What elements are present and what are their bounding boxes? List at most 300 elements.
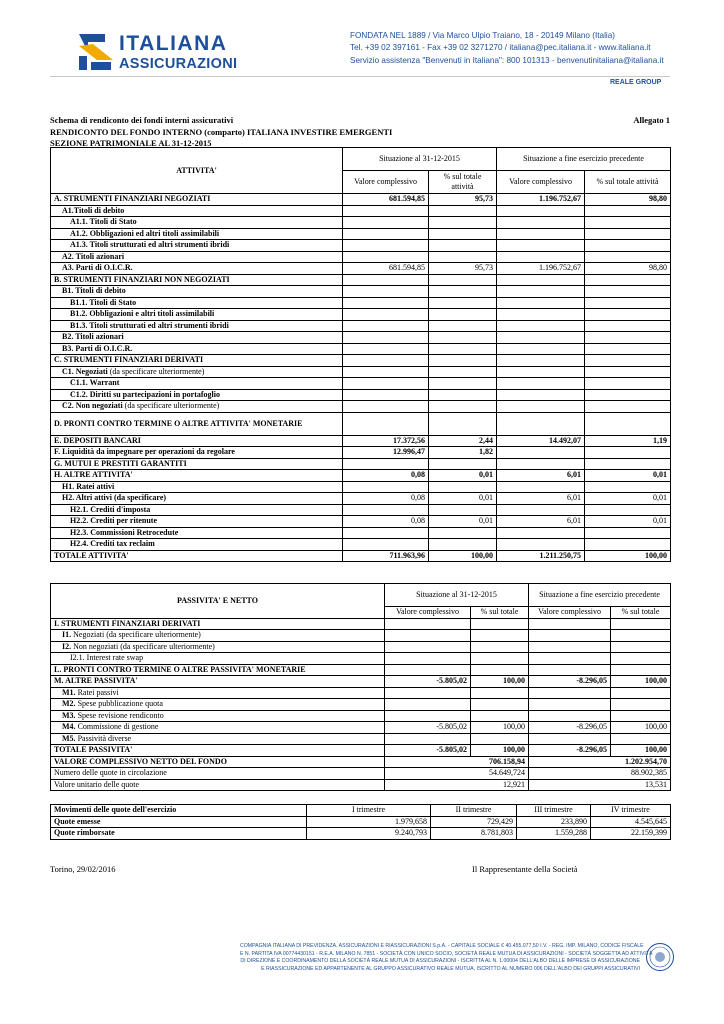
row-label — [51, 710, 385, 722]
row-label-note: Non negoziati (da specificare ulteriormente) — [71, 641, 215, 651]
value-previous: 14.492,07 — [497, 435, 585, 447]
value-current — [343, 205, 429, 217]
row-label-text: C. STRUMENTI FINANZIARI DERIVATI — [54, 355, 204, 365]
value-current — [343, 366, 429, 378]
percent-current — [429, 481, 497, 493]
row-label-note: Spese pubblicazione quota — [75, 699, 163, 709]
row-label-text: B2. Titoli azionari — [62, 332, 124, 342]
row-label-note: Passività diverse — [75, 733, 132, 743]
row-label-text: B1.3. Titoli strutturati ed altri strumenti ibridi — [70, 320, 229, 330]
passivita-row — [51, 630, 671, 642]
percent-previous — [585, 274, 671, 286]
movimenti-label: Quote emesse — [51, 816, 307, 828]
percent-previous — [611, 687, 671, 699]
row-label-text: I1. — [62, 630, 72, 640]
summary-value-previous: 1.202.954,70 — [529, 756, 671, 768]
attivita-head-label: ATTIVITA' — [51, 148, 343, 194]
value-current — [385, 641, 471, 653]
value-previous — [529, 699, 611, 711]
movimenti-value-q1: 9.240,793 — [307, 828, 431, 840]
percent-previous — [585, 297, 671, 309]
attivita-table — [50, 147, 671, 562]
row-label-note: Commissione di gestione — [75, 722, 159, 732]
value-current: 0,08 — [343, 470, 429, 482]
row-label-text: M. ALTRE PASSIVITA' — [54, 676, 138, 686]
row-label-text: F. Liquidità da impegnare per operazioni da regolare — [54, 447, 235, 457]
logo-text-bottom: ASSICURAZIONI — [119, 56, 238, 72]
row-label — [51, 504, 343, 516]
attivita-sub-value-prev: Valore complessivo — [497, 171, 585, 194]
value-previous — [497, 320, 585, 332]
percent-current — [471, 641, 529, 653]
row-label — [51, 320, 343, 332]
row-label-text: A1.3. Titoli strutturati ed altri strumenti ibridi — [70, 240, 230, 250]
row-label-text: A3. Parti di O.I.C.R. — [62, 263, 133, 273]
passivita-summary — [51, 756, 671, 791]
percent-previous: 100,00 — [611, 676, 671, 688]
row-label — [51, 332, 343, 344]
attivita-sub-value: Valore complessivo — [343, 171, 429, 194]
attivita-sub-percent-prev: % sul totale attività — [585, 171, 671, 194]
value-current: -5.805,02 — [385, 676, 471, 688]
attivita-row — [51, 274, 671, 286]
row-label — [51, 228, 343, 240]
value-current — [343, 389, 429, 401]
row-label — [51, 435, 343, 447]
attivita-row — [51, 504, 671, 516]
value-previous: -8.296,05 — [529, 722, 611, 734]
movimenti-table — [50, 804, 671, 840]
percent-current — [471, 710, 529, 722]
row-label-text: M1. — [62, 687, 76, 697]
row-label — [51, 630, 385, 642]
allegato-label: Allegato 1 — [633, 115, 670, 125]
summary-value-previous: 13,531 — [529, 779, 671, 791]
row-label — [51, 286, 343, 298]
row-label — [51, 205, 343, 217]
passivita-row — [51, 699, 671, 711]
value-current — [343, 481, 429, 493]
percent-previous: 98,80 — [585, 194, 671, 206]
percent-current: 0,01 — [429, 516, 497, 528]
percent-current — [471, 653, 529, 665]
row-label-text: H2.1. Crediti d'imposta — [70, 504, 151, 514]
movimenti-rows — [51, 816, 671, 839]
movimenti-head-label: Movimenti delle quote dell'esercizio — [51, 805, 307, 817]
movimenti-row — [51, 828, 671, 840]
value-previous — [497, 389, 585, 401]
row-label-note: (da specificare ulteriormente) — [122, 401, 220, 411]
percent-current — [429, 343, 497, 355]
row-label — [51, 470, 343, 482]
passivita-row — [51, 653, 671, 665]
percent-current — [471, 630, 529, 642]
passivita-head-label: PASSIVITA' E NETTO — [51, 584, 385, 619]
attivita-row — [51, 343, 671, 355]
certification-seal-icon — [645, 942, 675, 972]
value-current: 0,08 — [343, 516, 429, 528]
percent-current — [429, 228, 497, 240]
value-current — [343, 539, 429, 551]
row-label-text: E. DEPOSITI BANCARI — [54, 435, 141, 445]
percent-previous: 0,01 — [585, 470, 671, 482]
value-current — [343, 240, 429, 252]
percent-current: 95,73 — [429, 194, 497, 206]
percent-previous — [585, 412, 671, 435]
summary-label: Numero delle quote in circolazione — [51, 768, 385, 780]
value-current — [343, 343, 429, 355]
percent-current — [429, 309, 497, 321]
logo-mark-icon — [79, 34, 113, 70]
attivita-row — [51, 263, 671, 275]
percent-previous — [611, 630, 671, 642]
row-label-text: H2.4. Crediti tax reclaim — [70, 539, 155, 549]
row-label-text: I2. — [62, 641, 72, 651]
row-label-note: Spese revisione rendiconto — [75, 710, 164, 720]
percent-previous — [585, 320, 671, 332]
row-label-text: A2. Titoli azionari — [62, 251, 125, 261]
attivita-row — [51, 470, 671, 482]
row-label — [51, 378, 343, 390]
attivita-row — [51, 481, 671, 493]
attivita-row — [51, 516, 671, 528]
percent-current — [429, 412, 497, 435]
value-previous — [497, 240, 585, 252]
value-previous: 6,01 — [497, 470, 585, 482]
attivita-rows — [51, 194, 671, 562]
legal-footer — [240, 943, 653, 973]
percent-current — [429, 251, 497, 263]
row-label — [51, 217, 343, 229]
percent-current: 100,00 — [471, 745, 529, 757]
passivita-sub-percent: % sul totale — [471, 607, 529, 619]
percent-previous — [611, 641, 671, 653]
percent-current: 0,01 — [429, 470, 497, 482]
attivita-row — [51, 251, 671, 263]
logo-text-top: ITALIANA — [119, 32, 228, 55]
passivita-row — [51, 687, 671, 699]
attivita-row — [51, 355, 671, 367]
percent-previous — [611, 653, 671, 665]
row-label — [51, 274, 343, 286]
value-current — [343, 217, 429, 229]
percent-previous — [585, 389, 671, 401]
attivita-row — [51, 217, 671, 229]
row-label — [51, 745, 385, 757]
row-label-text: C1.1. Warrant — [70, 378, 120, 388]
passivita-row — [51, 618, 671, 630]
percent-previous — [585, 332, 671, 344]
row-label — [51, 297, 343, 309]
row-label — [51, 412, 343, 435]
value-current — [343, 286, 429, 298]
row-label — [51, 343, 343, 355]
row-label — [51, 263, 343, 275]
row-label-note: Negoziati (da specificare ulteriormente) — [71, 630, 201, 640]
value-previous — [529, 710, 611, 722]
value-current — [343, 504, 429, 516]
row-label-text: C2. Non negoziati — [62, 401, 123, 411]
value-current: 681.594,85 — [343, 263, 429, 275]
percent-current — [429, 217, 497, 229]
contact-line-address: FONDATA NEL 1889 / Via Marco Ulpio Traiano, 18 - 20149 Milano (Italia) — [350, 31, 615, 40]
row-label — [51, 653, 385, 665]
row-label — [51, 389, 343, 401]
row-label — [51, 481, 343, 493]
passivita-head-previous: Situazione a fine esercizio precedente — [529, 584, 671, 607]
footer-line: DI DIREZIONE E COORDINAMENTO DELLA SOCIETÀ REALE MUTUA DI ASSICURAZIONI - ISCRITTA AL N. 1.00004 DELL'ALBO DELLE IMPRESE DI ASSICURAZIONE — [240, 958, 640, 965]
percent-previous — [585, 527, 671, 539]
passivita-sub-percent-prev: % sul totale — [611, 607, 671, 619]
percent-previous — [611, 733, 671, 745]
value-previous — [497, 205, 585, 217]
attivita-row — [51, 194, 671, 206]
row-label — [51, 401, 343, 413]
value-previous: -8.296,05 — [529, 676, 611, 688]
percent-current — [471, 664, 529, 676]
row-label — [51, 539, 343, 551]
row-label — [51, 516, 343, 528]
percent-previous — [585, 539, 671, 551]
attivita-row — [51, 286, 671, 298]
value-current — [385, 630, 471, 642]
row-label — [51, 618, 385, 630]
passivita-sub-value: Valore complessivo — [385, 607, 471, 619]
row-label-text: B. STRUMENTI FINANZIARI NON NEGOZIATI — [54, 274, 230, 284]
summary-value-current: 706.158,94 — [385, 756, 529, 768]
summary-value-previous: 88.902,385 — [529, 768, 671, 780]
row-label-text: H2.3. Commissioni Retrocedute — [70, 527, 179, 537]
row-label — [51, 240, 343, 252]
percent-previous: 100,00 — [611, 745, 671, 757]
value-current — [343, 527, 429, 539]
movimenti-head-q1: I trimestre — [307, 805, 431, 817]
movimenti-head — [51, 805, 671, 817]
contact-line-service: Servizio assistenza "Benvenuti in Italiana": 800 101313 - benvenutinitaliana@italiana.it — [350, 55, 664, 65]
attivita-row — [51, 493, 671, 505]
movimenti-head-q2: II trimestre — [431, 805, 517, 817]
row-label-text: H2.2. Crediti per ritenute — [70, 516, 158, 526]
attivita-head-previous: Situazione a fine esercizio precedente — [497, 148, 671, 171]
attivita-row — [51, 458, 671, 470]
percent-current — [471, 618, 529, 630]
value-current — [343, 297, 429, 309]
attivita-row — [51, 412, 671, 435]
value-current — [343, 251, 429, 263]
value-previous — [497, 504, 585, 516]
row-label-note: Ratei passivi — [75, 687, 119, 697]
attivita-row — [51, 297, 671, 309]
attivita-row — [51, 309, 671, 321]
value-previous — [497, 274, 585, 286]
percent-current: 100,00 — [429, 550, 497, 562]
row-label — [51, 355, 343, 367]
value-previous — [497, 447, 585, 459]
attivita-row — [51, 205, 671, 217]
attivita-row — [51, 378, 671, 390]
attivita-row — [51, 240, 671, 252]
percent-previous — [611, 618, 671, 630]
percent-previous — [585, 309, 671, 321]
row-label-text: A. STRUMENTI FINANZIARI NEGOZIATI — [54, 194, 211, 204]
row-label-text: B1.2. Obbligazioni e altri titoli assimilabili — [70, 309, 215, 319]
passivita-head — [51, 584, 671, 619]
attivita-head-current: Situazione al 31-12-2015 — [343, 148, 497, 171]
signature-label: Il Rappresentante della Società — [472, 864, 578, 874]
value-previous — [497, 309, 585, 321]
percent-previous — [585, 205, 671, 217]
value-previous — [497, 366, 585, 378]
movimenti-value-q2: 729,429 — [431, 816, 517, 828]
value-previous — [497, 228, 585, 240]
row-label — [51, 194, 343, 206]
value-current: 12.996,47 — [343, 447, 429, 459]
percent-previous — [585, 447, 671, 459]
row-label-text: C1. Negoziati — [62, 366, 108, 376]
value-previous — [497, 539, 585, 551]
passivita-head-current: Situazione al 31-12-2015 — [385, 584, 529, 607]
value-current — [343, 401, 429, 413]
row-label-text: A1.1. Titoli di Stato — [70, 217, 137, 227]
percent-previous: 100,00 — [585, 550, 671, 562]
row-label — [51, 527, 343, 539]
percent-current: 95,73 — [429, 263, 497, 275]
value-previous — [497, 378, 585, 390]
percent-current — [429, 389, 497, 401]
percent-current — [429, 458, 497, 470]
attivita-row — [51, 389, 671, 401]
percent-current — [429, 240, 497, 252]
percent-previous — [585, 355, 671, 367]
percent-previous — [585, 228, 671, 240]
percent-previous — [585, 504, 671, 516]
value-previous: 1.196.752,67 — [497, 194, 585, 206]
row-label-text: C1.2. Diritti su partecipazioni in portafoglio — [70, 389, 220, 399]
percent-previous — [611, 710, 671, 722]
percent-previous — [585, 217, 671, 229]
value-current: 711.963,96 — [343, 550, 429, 562]
attivita-row — [51, 550, 671, 562]
row-label-text: A1.Titoli di debito — [62, 205, 125, 215]
passivita-row — [51, 722, 671, 734]
footer-line: COMPAGNIA ITALIANA DI PREVIDENZA, ASSICURAZIONI E RIASSICURAZIONI S.p.A. - CAPITALE SOCIALE € 40.455.077,50 I.V. - REG. IMP. MILANO, CODICE FISCALE — [240, 943, 644, 949]
percent-current: 1,82 — [429, 447, 497, 459]
row-label — [51, 458, 343, 470]
percent-previous: 1,19 — [585, 435, 671, 447]
percent-current — [429, 527, 497, 539]
value-previous — [497, 401, 585, 413]
value-current — [385, 687, 471, 699]
movimenti-value-q1: 1.979,658 — [307, 816, 431, 828]
row-label-text: B1.1. Titoli di Stato — [70, 297, 137, 307]
italiana-logo — [77, 30, 267, 74]
row-label — [51, 641, 385, 653]
passivita-rows — [51, 618, 671, 756]
percent-previous — [585, 366, 671, 378]
movimenti-row — [51, 816, 671, 828]
row-label — [51, 550, 343, 562]
passivita-row — [51, 676, 671, 688]
summary-row — [51, 768, 671, 780]
row-label — [51, 366, 343, 378]
percent-previous — [611, 664, 671, 676]
row-label-text: I2.1. Interest rate swap — [70, 653, 144, 663]
value-previous: 1.211.250,75 — [497, 550, 585, 562]
value-previous — [529, 618, 611, 630]
percent-current — [429, 355, 497, 367]
value-current — [343, 458, 429, 470]
title-sezione: SEZIONE PATRIMONIALE AL 31-12-2015 — [50, 138, 212, 148]
summary-value-current: 54.649,724 — [385, 768, 529, 780]
percent-previous — [585, 286, 671, 298]
percent-current — [429, 332, 497, 344]
row-label-note: (da specificare ulteriormente) — [107, 366, 205, 376]
value-current: -5.805,02 — [385, 722, 471, 734]
value-previous — [497, 251, 585, 263]
value-previous — [497, 332, 585, 344]
value-current — [343, 274, 429, 286]
percent-current — [429, 320, 497, 332]
value-current — [343, 228, 429, 240]
value-current — [343, 412, 429, 435]
value-current: 681.594,85 — [343, 194, 429, 206]
percent-previous: 0,01 — [585, 493, 671, 505]
attivita-row — [51, 332, 671, 344]
value-previous — [497, 481, 585, 493]
value-previous — [497, 286, 585, 298]
percent-current — [429, 297, 497, 309]
percent-previous — [585, 481, 671, 493]
value-previous — [529, 641, 611, 653]
row-label-text: M5. — [62, 733, 76, 743]
title-rendiconto: RENDICONTO DEL FONDO INTERNO (comparto) ITALIANA INVESTIRE EMERGENTI — [50, 126, 393, 137]
row-label-text: A1.2. Obbligazioni ed altri titoli assimilabili — [70, 228, 220, 238]
attivita-row — [51, 447, 671, 459]
row-label-text: H2. Altri attivi (da specificare) — [62, 493, 167, 503]
passivita-row — [51, 733, 671, 745]
percent-current — [429, 286, 497, 298]
row-label — [51, 309, 343, 321]
percent-previous: 98,80 — [585, 263, 671, 275]
passivita-sub-value-prev: Valore complessivo — [529, 607, 611, 619]
value-previous — [497, 297, 585, 309]
passivita-row — [51, 664, 671, 676]
value-current — [343, 309, 429, 321]
movimenti-value-q3: 233,890 — [517, 816, 591, 828]
row-label — [51, 493, 343, 505]
footer-line: E RIASSICURAZIONE ED APPARTENENTE AL GRUPPO ASSICURATIVO REALE MUTUA, ISCRITTO AL NUMERO 006 DELL'ALBO DEI GRUPPI ASSICURATIVI — [261, 965, 640, 972]
percent-previous: 100,00 — [611, 722, 671, 734]
percent-previous — [585, 458, 671, 470]
value-previous: 1.196.752,67 — [497, 263, 585, 275]
percent-current — [471, 699, 529, 711]
row-label-text: M4. — [62, 722, 76, 732]
value-current — [385, 664, 471, 676]
passivita-table — [50, 583, 671, 791]
row-label — [51, 676, 385, 688]
percent-previous — [585, 343, 671, 355]
percent-current — [429, 205, 497, 217]
percent-current — [471, 687, 529, 699]
attivita-row — [51, 228, 671, 240]
summary-label: VALORE COMPLESSIVO NETTO DEL FONDO — [51, 756, 385, 768]
percent-current — [429, 274, 497, 286]
value-current — [343, 355, 429, 367]
attivita-head — [51, 148, 671, 194]
value-previous — [497, 343, 585, 355]
percent-previous — [585, 240, 671, 252]
row-label-text: H. ALTRE ATTIVITA' — [54, 470, 133, 480]
